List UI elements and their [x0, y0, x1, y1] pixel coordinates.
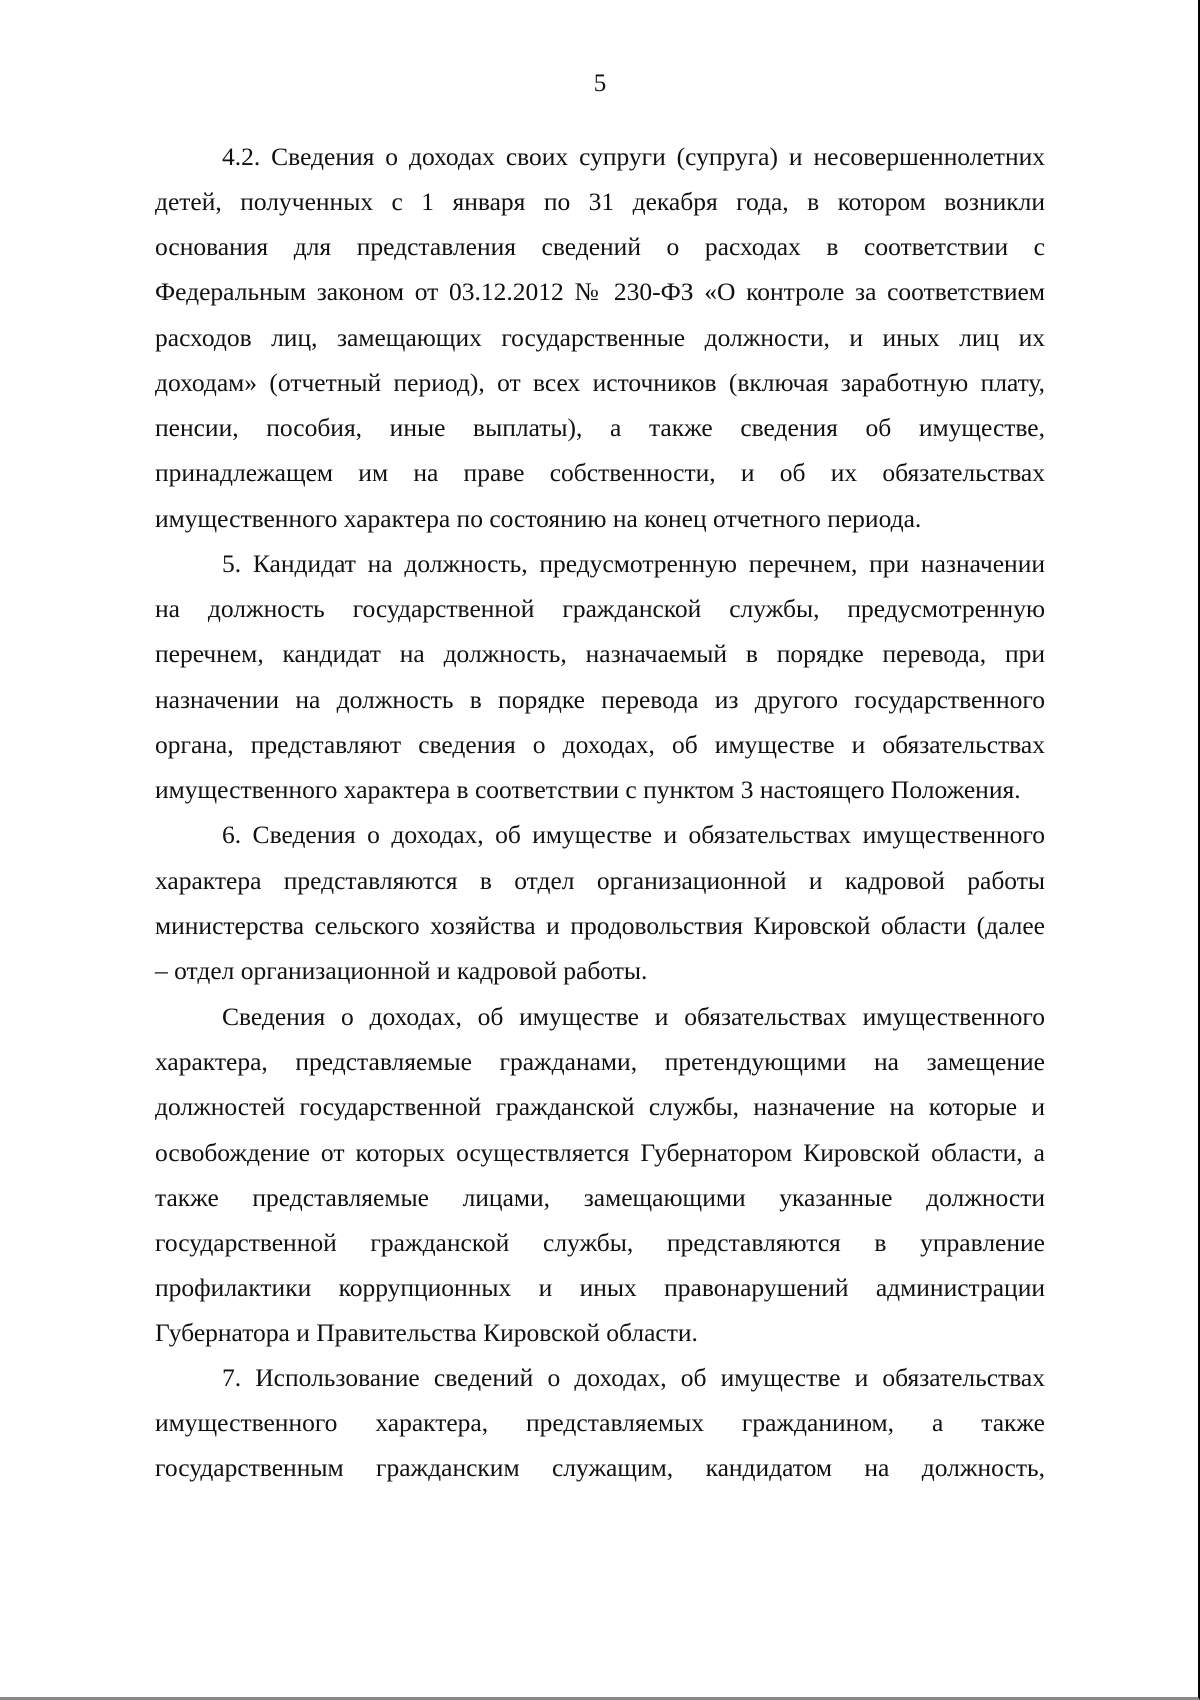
text-line: Сведения о доходах, об имуществе и обязательствах имущественного	[222, 1002, 1045, 1031]
text-line: – отдел организационной и кадровой работы.	[155, 956, 648, 985]
text-line: государственным гражданским служащим, кандидатом на должность,	[155, 1453, 1045, 1482]
text-line: на должность государственной гражданской службы, предусмотренную	[155, 594, 1045, 623]
text-line: имущественного характера по состоянию на конец отчетного периода.	[155, 504, 922, 533]
text-line: характера, представляемые гражданами, претендующими на замещение	[155, 1047, 1045, 1076]
text-line: расходов лиц, замещающих государственные должности, и иных лиц их	[155, 323, 1045, 352]
text-line: Губернатора и Правительства Кировской области.	[155, 1318, 698, 1347]
text-line: имущественного характера, представляемых гражданином, а также	[155, 1408, 1045, 1437]
text-line: министерства сельского хозяйства и продовольствия Кировской области (далее	[155, 911, 1045, 940]
text-line: профилактики коррупционных и иных правонарушений администрации	[155, 1273, 1045, 1302]
text-line: перечнем, кандидат на должность, назначаемый в порядке перевода, при	[155, 639, 1045, 668]
page-number: 5	[593, 70, 607, 97]
text-line: назначении на должность в порядке перевода из другого государственного	[155, 685, 1045, 714]
text-line: освобождение от которых осуществляется Губернатором Кировской области, а	[155, 1138, 1045, 1167]
text-line: пенсии, пособия, иные выплаты), а также сведения об имуществе,	[155, 413, 1045, 442]
text-line: также представляемые лицами, замещающими указанные должности	[155, 1183, 1045, 1212]
text-line: имущественного характера в соответствии с пунктом 3 настоящего Положения.	[155, 775, 1021, 804]
text-line: 7. Использование сведений о доходах, об имуществе и обязательствах	[222, 1363, 1045, 1392]
text-line: 6. Сведения о доходах, об имуществе и обязательствах имущественного	[222, 820, 1045, 849]
text-line: основания для представления сведений о расходах в соответствии с	[155, 232, 1045, 261]
text-line: 4.2. Сведения о доходах своих супруги (супруга) и несовершеннолетних	[222, 142, 1045, 171]
text-line: органа, представляют сведения о доходах, об имуществе и обязательствах	[155, 730, 1045, 759]
text-line: принадлежащем им на праве собственности, и об их обязательствах	[155, 458, 1045, 487]
text-line: Федеральным законом от 03.12.2012 № 230-ФЗ «О контроле за соответствием	[155, 277, 1045, 306]
text-line: детей, полученных с 1 января по 31 декабря года, в котором возникли	[155, 187, 1045, 216]
text-line: характера представляются в отдел организационной и кадровой работы	[155, 866, 1045, 895]
text-line: доходам» (отчетный период), от всех источников (включая заработную плату,	[155, 368, 1045, 397]
text-line: должностей государственной гражданской службы, назначение на которые и	[155, 1092, 1045, 1121]
text-line: государственной гражданской службы, представляются в управление	[155, 1228, 1045, 1257]
text-line: 5. Кандидат на должность, предусмотренную перечнем, при назначении	[222, 549, 1045, 578]
